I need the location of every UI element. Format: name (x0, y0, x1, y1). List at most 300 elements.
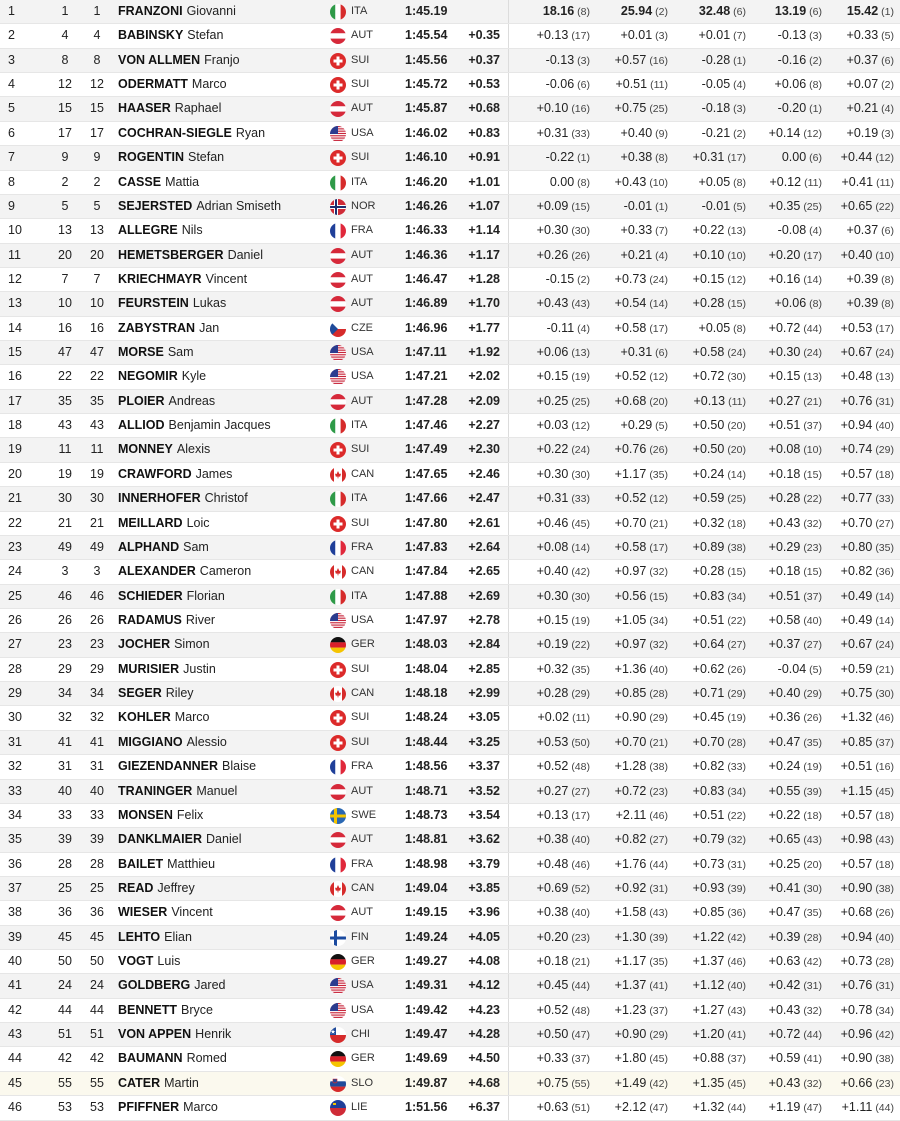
athlete-name-cell (118, 438, 210, 461)
split-rank-value: (43) (649, 907, 668, 920)
start-number-cell: 19 (58, 466, 72, 481)
split-time-value: +0.85 (692, 905, 725, 920)
split-rank-value: (42) (649, 1077, 668, 1090)
split-5-cell (812, 97, 894, 121)
split-2-cell (586, 487, 668, 511)
split-4-cell (740, 463, 822, 487)
split-time-value: +0.22 (536, 442, 569, 457)
athlete-name-cell (118, 877, 195, 900)
split-3-cell (664, 633, 746, 657)
bib-cell: 1 (93, 4, 101, 18)
athlete-surname: FEURSTEIN (118, 296, 189, 311)
split-time-value: -0.18 (701, 101, 731, 116)
athlete-firstname: Christof (204, 491, 248, 506)
table-row[interactable] (0, 853, 900, 877)
total-time-cell: 1:49.42 (405, 1002, 448, 1017)
split-rank-value: (16) (649, 54, 668, 67)
split-time-value: +0.38 (620, 150, 653, 165)
split-time-value: +0.48 (536, 856, 569, 871)
start-number-cell: 28 (58, 856, 72, 871)
athlete-name-cell (118, 268, 247, 291)
split-rank-value: (11) (728, 395, 746, 408)
rank-cell: 26 (8, 612, 22, 627)
split-rank-value: (20) (649, 395, 668, 408)
split-5-cell (812, 828, 894, 852)
athlete-firstname: Kyle (181, 369, 207, 384)
split-time-value: +1.36 (614, 661, 647, 676)
split-1-cell (508, 146, 590, 170)
split-4-cell (740, 609, 822, 633)
table-row[interactable] (0, 268, 900, 292)
split-rank-value: (2) (655, 6, 668, 18)
split-2-cell (586, 390, 668, 414)
split-rank-value: (5) (655, 420, 668, 433)
split-rank-value: (41) (649, 980, 668, 993)
split-time-value: -0.15 (545, 271, 575, 286)
split-time-value: +0.15 (692, 271, 725, 286)
split-5-cell (812, 512, 894, 536)
split-rank-value: (4) (809, 225, 822, 238)
athlete-firstname: Stefan (187, 150, 225, 165)
athlete-name-cell (118, 853, 215, 876)
split-5-cell (812, 317, 894, 341)
split-rank-value: (37) (571, 1053, 590, 1066)
time-behind-cell: +1.14 (468, 223, 500, 238)
split-4-cell (740, 292, 822, 316)
table-row[interactable] (0, 731, 900, 755)
total-time-cell: 1:46.89 (405, 296, 448, 311)
split-time-value: +0.52 (536, 1002, 569, 1017)
nation-code-cell: ITA (351, 175, 368, 188)
table-row[interactable] (0, 292, 900, 316)
athlete-surname: ALLEGRE (118, 223, 178, 238)
split-time-value: +0.15 (536, 612, 569, 627)
table-row[interactable] (0, 780, 900, 804)
total-time-cell: 1:47.21 (405, 369, 448, 384)
nation-code-cell: AUT (351, 29, 373, 42)
rank-cell: 13 (8, 296, 22, 311)
table-row[interactable] (0, 1047, 900, 1071)
table-row[interactable] (0, 487, 900, 511)
split-time-value: -0.13 (545, 52, 575, 67)
split-rank-value: (30) (803, 882, 822, 895)
table-row[interactable] (0, 974, 900, 998)
table-row[interactable] (0, 536, 900, 560)
table-row[interactable] (0, 146, 900, 170)
split-rank-value: (20) (727, 420, 746, 433)
split-5-cell (812, 195, 894, 219)
table-row[interactable] (0, 244, 900, 268)
split-2-cell (586, 0, 668, 24)
split-4-cell (740, 73, 822, 97)
split-time-value: +0.22 (768, 807, 801, 822)
athlete-surname: PLOIER (118, 393, 165, 408)
split-rank-value: (15) (727, 566, 746, 579)
start-number-cell: 34 (58, 686, 72, 701)
split-3-cell (664, 877, 746, 901)
nation-code-cell: CAN (351, 881, 375, 894)
split-time-value: +0.57 (840, 466, 873, 481)
table-row[interactable] (0, 901, 900, 925)
table-row[interactable] (0, 390, 900, 414)
split-time-value: +0.69 (536, 880, 569, 895)
table-row[interactable] (0, 950, 900, 974)
rank-cell: 42 (8, 1002, 22, 1017)
time-behind-cell: +2.47 (468, 491, 500, 506)
bib-cell: 40 (90, 783, 104, 798)
athlete-name-cell (118, 633, 210, 656)
table-row[interactable] (0, 438, 900, 462)
split-rank-value: (42) (875, 1029, 894, 1042)
total-time-cell: 1:47.28 (405, 393, 448, 408)
split-time-value: +0.06 (774, 77, 807, 92)
table-row[interactable] (0, 706, 900, 730)
table-row[interactable] (0, 1072, 900, 1096)
split-rank-value: (12) (727, 273, 746, 286)
bib-cell: 21 (90, 515, 104, 530)
athlete-firstname: Vincent (171, 905, 213, 920)
table-row[interactable] (0, 219, 900, 243)
split-1-cell (508, 560, 590, 584)
split-rank-value: (24) (803, 347, 822, 360)
split-rank-value: (13) (803, 371, 822, 384)
athlete-surname: VON ALLMEN (118, 52, 201, 67)
table-row[interactable] (0, 682, 900, 706)
nation-code-cell: ITA (351, 492, 368, 505)
split-2-cell (586, 438, 668, 462)
table-row[interactable] (0, 0, 900, 24)
split-rank-value: (6) (655, 347, 668, 360)
split-rank-value: (24) (649, 273, 668, 286)
split-rank-value: (36) (727, 907, 746, 920)
nation-code-cell: GER (351, 638, 375, 651)
rank-cell: 14 (8, 320, 22, 335)
athlete-name-cell (118, 73, 227, 96)
split-rank-value: (44) (727, 1102, 746, 1115)
table-row[interactable] (0, 73, 900, 97)
split-rank-value: (3) (577, 54, 590, 67)
split-4-cell (740, 755, 822, 779)
table-row[interactable] (0, 49, 900, 73)
split-time-value: +1.15 (840, 783, 873, 798)
athlete-surname: ALEXANDER (118, 564, 196, 579)
athlete-firstname: Daniel (227, 247, 264, 262)
split-time-value: 32.48 (698, 4, 731, 18)
split-1-cell (508, 0, 590, 24)
split-rank-value: (35) (803, 907, 822, 920)
split-4-cell (740, 926, 822, 950)
total-time-cell: 1:48.81 (405, 832, 448, 847)
table-row[interactable] (0, 365, 900, 389)
split-time-value: +1.32 (840, 710, 873, 725)
split-time-value: +0.57 (840, 807, 873, 822)
table-row[interactable] (0, 609, 900, 633)
split-5-cell (812, 633, 894, 657)
split-rank-value: (32) (803, 1077, 822, 1090)
split-time-value: +0.68 (840, 905, 873, 920)
bib-cell: 47 (90, 345, 104, 360)
split-time-value: +0.09 (536, 198, 569, 213)
split-rank-value: (28) (727, 736, 746, 749)
split-time-value: +0.21 (620, 247, 653, 262)
split-5-cell (812, 219, 894, 243)
country-flag-icon (330, 491, 346, 507)
athlete-firstname: Vincent (205, 271, 248, 286)
split-3-cell (664, 804, 746, 828)
split-1-cell (508, 122, 590, 146)
table-row[interactable] (0, 97, 900, 121)
athlete-firstname: Sam (167, 345, 194, 360)
athlete-surname: ALLIOD (118, 418, 165, 433)
split-rank-value: (29) (727, 688, 746, 701)
athlete-name-cell (118, 0, 236, 23)
split-1-cell (508, 974, 590, 998)
table-row[interactable] (0, 171, 900, 195)
split-4-cell (740, 97, 822, 121)
athlete-surname: READ (118, 880, 154, 895)
split-2-cell (586, 560, 668, 584)
split-time-value: -0.16 (777, 52, 807, 67)
table-row[interactable] (0, 195, 900, 219)
split-3-cell (664, 1047, 746, 1071)
split-2-cell (586, 999, 668, 1023)
country-flag-icon (330, 1027, 346, 1043)
split-time-value: +2.12 (614, 1100, 647, 1115)
split-rank-value: (42) (727, 931, 746, 944)
split-time-value: 15.42 (846, 4, 879, 18)
bib-cell: 34 (90, 686, 104, 701)
table-row[interactable] (0, 122, 900, 146)
split-time-value: +0.32 (536, 661, 569, 676)
split-time-value: +0.28 (692, 296, 725, 311)
athlete-name-cell (118, 755, 256, 778)
bib-cell: 7 (93, 271, 101, 286)
split-4-cell (740, 122, 822, 146)
split-5-cell (812, 658, 894, 682)
split-time-value: +0.54 (614, 296, 647, 311)
table-row[interactable] (0, 560, 900, 584)
time-behind-cell: +4.12 (468, 978, 500, 993)
athlete-surname: HAASER (118, 101, 171, 116)
athlete-surname: DANKLMAIER (118, 832, 203, 847)
split-rank-value: (44) (875, 1102, 894, 1115)
rank-cell: 25 (8, 588, 22, 603)
rank-cell: 23 (8, 539, 22, 554)
split-4-cell (740, 780, 822, 804)
split-time-value: +0.75 (614, 101, 647, 116)
split-3-cell (664, 512, 746, 536)
split-rank-value: (15) (803, 566, 822, 579)
rank-cell: 34 (8, 807, 22, 822)
split-time-value: +0.72 (768, 320, 801, 335)
rank-cell: 17 (8, 393, 22, 408)
table-row[interactable] (0, 414, 900, 438)
rank-cell: 19 (8, 442, 22, 457)
split-rank-value: (55) (571, 1077, 590, 1090)
split-rank-value: (39) (803, 785, 822, 798)
split-5-cell (812, 536, 894, 560)
nation-code-cell: SUI (351, 443, 370, 456)
split-time-value: +0.18 (768, 564, 801, 579)
total-time-cell: 1:47.84 (405, 564, 448, 579)
athlete-firstname: Jan (199, 320, 220, 335)
split-rank-value: (40) (875, 420, 894, 433)
rank-cell: 6 (8, 125, 15, 140)
split-2-cell (586, 317, 668, 341)
split-time-value: +0.06 (536, 345, 569, 360)
athlete-name-cell (118, 171, 199, 194)
split-time-value: +0.37 (768, 637, 801, 652)
split-3-cell (664, 1096, 746, 1120)
table-row[interactable] (0, 1096, 900, 1120)
country-flag-icon (330, 296, 346, 312)
split-time-value: +0.40 (768, 686, 801, 701)
table-row[interactable] (0, 317, 900, 341)
country-flag-icon (330, 1100, 346, 1116)
table-row[interactable] (0, 804, 900, 828)
table-row[interactable] (0, 1023, 900, 1047)
split-time-value: +0.43 (614, 174, 647, 189)
table-row[interactable] (0, 512, 900, 536)
split-2-cell (586, 195, 668, 219)
bib-cell: 8 (93, 52, 101, 67)
split-rank-value: (21) (803, 395, 822, 408)
table-row[interactable] (0, 877, 900, 901)
split-rank-value: (6) (577, 79, 590, 92)
table-row[interactable] (0, 24, 900, 48)
split-3-cell (664, 219, 746, 243)
split-rank-value: (5) (881, 30, 894, 43)
split-time-value: +1.11 (841, 1100, 873, 1115)
bib-cell: 26 (90, 612, 104, 627)
athlete-firstname: Mattia (165, 174, 200, 189)
athlete-name-cell (118, 219, 203, 242)
time-behind-cell: +0.68 (468, 101, 500, 116)
split-4-cell (740, 487, 822, 511)
split-time-value: +0.63 (536, 1100, 569, 1115)
split-time-value: +0.29 (620, 418, 653, 433)
country-flag-icon (330, 467, 346, 483)
country-flag-icon (330, 881, 346, 897)
total-time-cell: 1:49.47 (405, 1027, 448, 1042)
bib-cell: 43 (90, 418, 104, 433)
split-1-cell (508, 755, 590, 779)
split-rank-value: (5) (733, 200, 746, 213)
split-time-value: +0.18 (768, 466, 801, 481)
time-behind-cell: +2.78 (468, 612, 500, 627)
split-time-value: +0.51 (768, 588, 801, 603)
total-time-cell: 1:51.56 (405, 1100, 448, 1115)
start-number-cell: 46 (58, 588, 72, 603)
start-number-cell: 43 (58, 418, 72, 433)
split-rank-value: (44) (803, 322, 822, 335)
split-time-value: +0.19 (846, 125, 879, 140)
split-rank-value: (21) (875, 663, 894, 676)
split-rank-value: (3) (809, 30, 822, 43)
table-row[interactable] (0, 926, 900, 950)
split-5-cell (812, 365, 894, 389)
split-rank-value: (17) (571, 30, 590, 43)
country-flag-icon (330, 637, 346, 653)
total-time-cell: 1:47.46 (405, 418, 448, 433)
split-4-cell (740, 853, 822, 877)
table-row[interactable] (0, 463, 900, 487)
athlete-name-cell (118, 682, 194, 705)
split-4-cell (740, 585, 822, 609)
split-3-cell (664, 365, 746, 389)
split-rank-value: (48) (571, 761, 590, 774)
total-time-cell: 1:46.02 (405, 125, 448, 140)
split-time-value: +0.72 (614, 783, 647, 798)
athlete-name-cell (118, 926, 192, 949)
table-row[interactable] (0, 633, 900, 657)
total-time-cell: 1:45.54 (405, 28, 448, 43)
split-time-value: +0.76 (840, 978, 873, 993)
split-rank-value: (1) (809, 103, 822, 116)
split-time-value: +0.55 (768, 783, 801, 798)
split-5-cell (812, 1072, 894, 1096)
split-4-cell (740, 146, 822, 170)
table-row[interactable] (0, 585, 900, 609)
country-flag-icon (330, 1051, 346, 1067)
athlete-name-cell (118, 828, 241, 851)
athlete-firstname: Florian (186, 588, 225, 603)
athlete-name-cell (118, 195, 281, 218)
split-time-value: +0.05 (698, 174, 731, 189)
split-4-cell (740, 877, 822, 901)
split-time-value: +0.52 (614, 491, 647, 506)
start-number-cell: 35 (58, 393, 72, 408)
table-row[interactable] (0, 658, 900, 682)
split-time-value: +1.05 (614, 612, 647, 627)
split-time-value: +0.50 (692, 418, 725, 433)
athlete-firstname: Raphael (174, 101, 222, 116)
split-rank-value: (8) (733, 176, 746, 189)
split-1-cell (508, 1047, 590, 1071)
table-row[interactable] (0, 828, 900, 852)
split-2-cell (586, 755, 668, 779)
split-time-value: +0.20 (768, 247, 801, 262)
split-rank-value: (14) (875, 614, 894, 627)
split-4-cell (740, 244, 822, 268)
split-time-value: +0.10 (536, 101, 569, 116)
split-time-value: +0.75 (536, 1075, 569, 1090)
split-1-cell (508, 926, 590, 950)
split-5-cell (812, 438, 894, 462)
split-time-value: +0.94 (840, 418, 873, 433)
split-rank-value: (46) (875, 712, 894, 725)
split-1-cell (508, 853, 590, 877)
athlete-firstname: Marco (191, 77, 227, 92)
table-row[interactable] (0, 341, 900, 365)
split-time-value: +0.35 (768, 198, 801, 213)
split-time-value: +0.32 (692, 515, 725, 530)
split-1-cell (508, 1023, 590, 1047)
nation-code-cell: CHI (351, 1028, 370, 1041)
split-4-cell (740, 1072, 822, 1096)
bib-cell: 46 (90, 588, 104, 603)
total-time-cell: 1:46.10 (405, 150, 448, 165)
time-behind-cell: +1.17 (468, 247, 500, 262)
table-row[interactable] (0, 755, 900, 779)
time-behind-cell: +2.46 (468, 466, 500, 481)
split-time-value: +0.38 (536, 905, 569, 920)
split-rank-value: (27) (727, 639, 746, 652)
split-3-cell (664, 146, 746, 170)
split-1-cell (508, 97, 590, 121)
total-time-cell: 1:45.19 (405, 4, 448, 18)
table-row[interactable] (0, 999, 900, 1023)
